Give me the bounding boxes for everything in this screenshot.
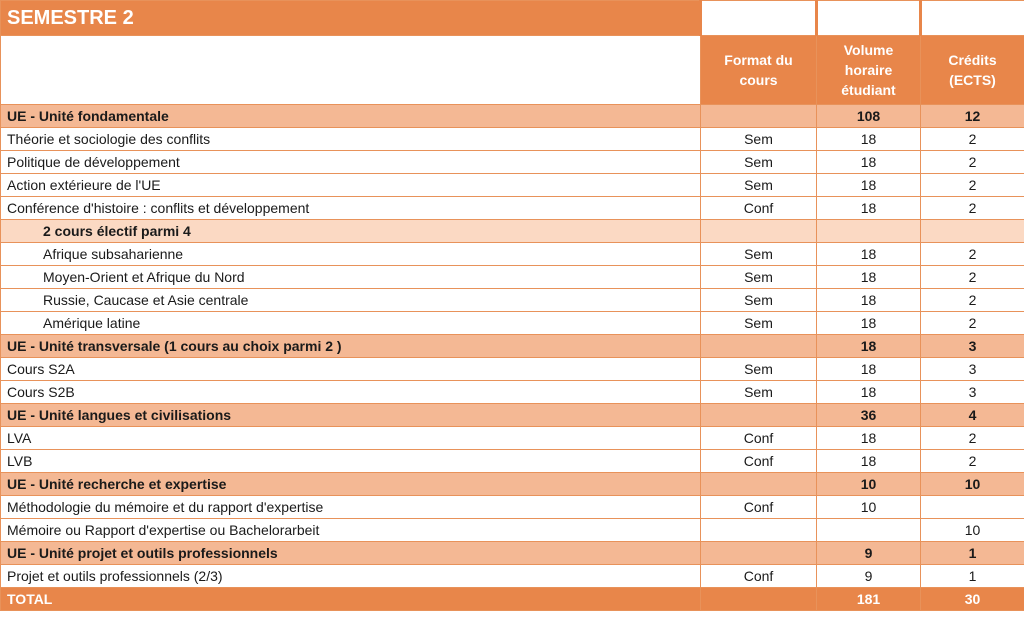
course-volume: 108 (817, 105, 921, 128)
course-format: Sem (701, 128, 817, 151)
course-format: Sem (701, 381, 817, 404)
course-volume: 18 (817, 427, 921, 450)
course-credits: 10 (921, 473, 1024, 496)
course-volume: 18 (817, 381, 921, 404)
course-format: Sem (701, 151, 817, 174)
course-credits: 10 (921, 519, 1024, 542)
header-row (1, 36, 1024, 105)
course-row (1, 128, 1024, 151)
course-row (1, 427, 1024, 450)
course-credits: 4 (921, 404, 1024, 427)
course-label: UE - Unité transversale (1 cours au choix parmi 2 ) (1, 335, 701, 358)
course-row (1, 289, 1024, 312)
section-row (1, 404, 1024, 427)
blank-header-cell (1, 36, 701, 105)
course-volume (817, 519, 921, 542)
course-format (701, 519, 817, 542)
course-row (1, 312, 1024, 335)
course-row (1, 197, 1024, 220)
section-row (1, 473, 1024, 496)
course-row (1, 358, 1024, 381)
course-format: Sem (701, 174, 817, 197)
course-format: Conf (701, 427, 817, 450)
course-volume: 181 (817, 588, 921, 611)
course-row (1, 565, 1024, 588)
course-volume: 18 (817, 312, 921, 335)
course-row (1, 243, 1024, 266)
course-credits (921, 220, 1024, 243)
course-credits: 3 (921, 381, 1024, 404)
blank-cell (701, 1, 817, 36)
course-label: Afrique subsaharienne (1, 243, 701, 266)
course-credits: 2 (921, 289, 1024, 312)
course-format: Conf (701, 496, 817, 519)
course-label: Méthodologie du mémoire et du rapport d'expertise (1, 496, 701, 519)
course-label: Cours S2B (1, 381, 701, 404)
course-format: Conf (701, 565, 817, 588)
course-label: UE - Unité langues et civilisations (1, 404, 701, 427)
course-format: Sem (701, 243, 817, 266)
course-row (1, 151, 1024, 174)
course-credits (921, 496, 1024, 519)
course-format: Sem (701, 289, 817, 312)
course-format (701, 220, 817, 243)
course-row (1, 519, 1024, 542)
course-volume: 18 (817, 128, 921, 151)
course-label: LVB (1, 450, 701, 473)
course-label: Mémoire ou Rapport d'expertise ou Bachelorarbeit (1, 519, 701, 542)
course-credits: 2 (921, 266, 1024, 289)
course-format: Conf (701, 450, 817, 473)
course-label: 2 cours électif parmi 4 (1, 220, 701, 243)
course-label: Conférence d'histoire : conflits et développement (1, 197, 701, 220)
blank-cell (817, 1, 921, 36)
course-volume: 18 (817, 450, 921, 473)
course-volume (817, 220, 921, 243)
course-row (1, 496, 1024, 519)
course-format: Sem (701, 312, 817, 335)
section-row (1, 542, 1024, 565)
course-volume: 18 (817, 335, 921, 358)
course-label: UE - Unité fondamentale (1, 105, 701, 128)
course-volume: 18 (817, 243, 921, 266)
course-label: Action extérieure de l'UE (1, 174, 701, 197)
course-credits: 2 (921, 197, 1024, 220)
course-credits: 2 (921, 427, 1024, 450)
course-volume: 18 (817, 358, 921, 381)
course-label: Cours S2A (1, 358, 701, 381)
course-format: Sem (701, 266, 817, 289)
course-label: Politique de développement (1, 151, 701, 174)
header-credits: Crédits (ECTS) (921, 36, 1024, 105)
course-volume: 10 (817, 473, 921, 496)
section-row (1, 105, 1024, 128)
header-format: Format du cours (701, 36, 817, 105)
course-credits: 1 (921, 542, 1024, 565)
course-volume: 9 (817, 565, 921, 588)
course-volume: 18 (817, 266, 921, 289)
course-label: Moyen-Orient et Afrique du Nord (1, 266, 701, 289)
course-row (1, 450, 1024, 473)
course-format (701, 105, 817, 128)
course-credits: 2 (921, 128, 1024, 151)
course-row (1, 174, 1024, 197)
course-credits: 2 (921, 312, 1024, 335)
course-label: Amérique latine (1, 312, 701, 335)
course-credits: 30 (921, 588, 1024, 611)
course-credits: 3 (921, 358, 1024, 381)
course-volume: 18 (817, 289, 921, 312)
course-credits: 2 (921, 174, 1024, 197)
course-volume: 18 (817, 151, 921, 174)
blank-cell (921, 1, 1024, 36)
course-credits: 1 (921, 565, 1024, 588)
course-volume: 36 (817, 404, 921, 427)
subsection-row (1, 220, 1024, 243)
course-volume: 9 (817, 542, 921, 565)
course-label: Théorie et sociologie des conflits (1, 128, 701, 151)
course-credits: 12 (921, 105, 1024, 128)
course-row (1, 381, 1024, 404)
course-label: UE - Unité projet et outils professionnels (1, 542, 701, 565)
course-format (701, 542, 817, 565)
semester-title: SEMESTRE 2 (1, 1, 701, 36)
total-row (1, 588, 1024, 611)
course-credits: 3 (921, 335, 1024, 358)
course-label: LVA (1, 427, 701, 450)
header-volume: Volume horaire étudiant (817, 36, 921, 105)
course-credits: 2 (921, 450, 1024, 473)
section-row (1, 335, 1024, 358)
course-format: Conf (701, 197, 817, 220)
course-format (701, 473, 817, 496)
course-format: Sem (701, 358, 817, 381)
course-format (701, 588, 817, 611)
course-row (1, 266, 1024, 289)
title-row (1, 1, 1024, 36)
course-credits: 2 (921, 243, 1024, 266)
course-label: Russie, Caucase et Asie centrale (1, 289, 701, 312)
course-format (701, 404, 817, 427)
course-volume: 18 (817, 174, 921, 197)
course-volume: 10 (817, 496, 921, 519)
course-format (701, 335, 817, 358)
course-credits: 2 (921, 151, 1024, 174)
course-volume: 18 (817, 197, 921, 220)
course-label: Projet et outils professionnels (2/3) (1, 565, 701, 588)
course-label: TOTAL (1, 588, 701, 611)
course-label: UE - Unité recherche et expertise (1, 473, 701, 496)
